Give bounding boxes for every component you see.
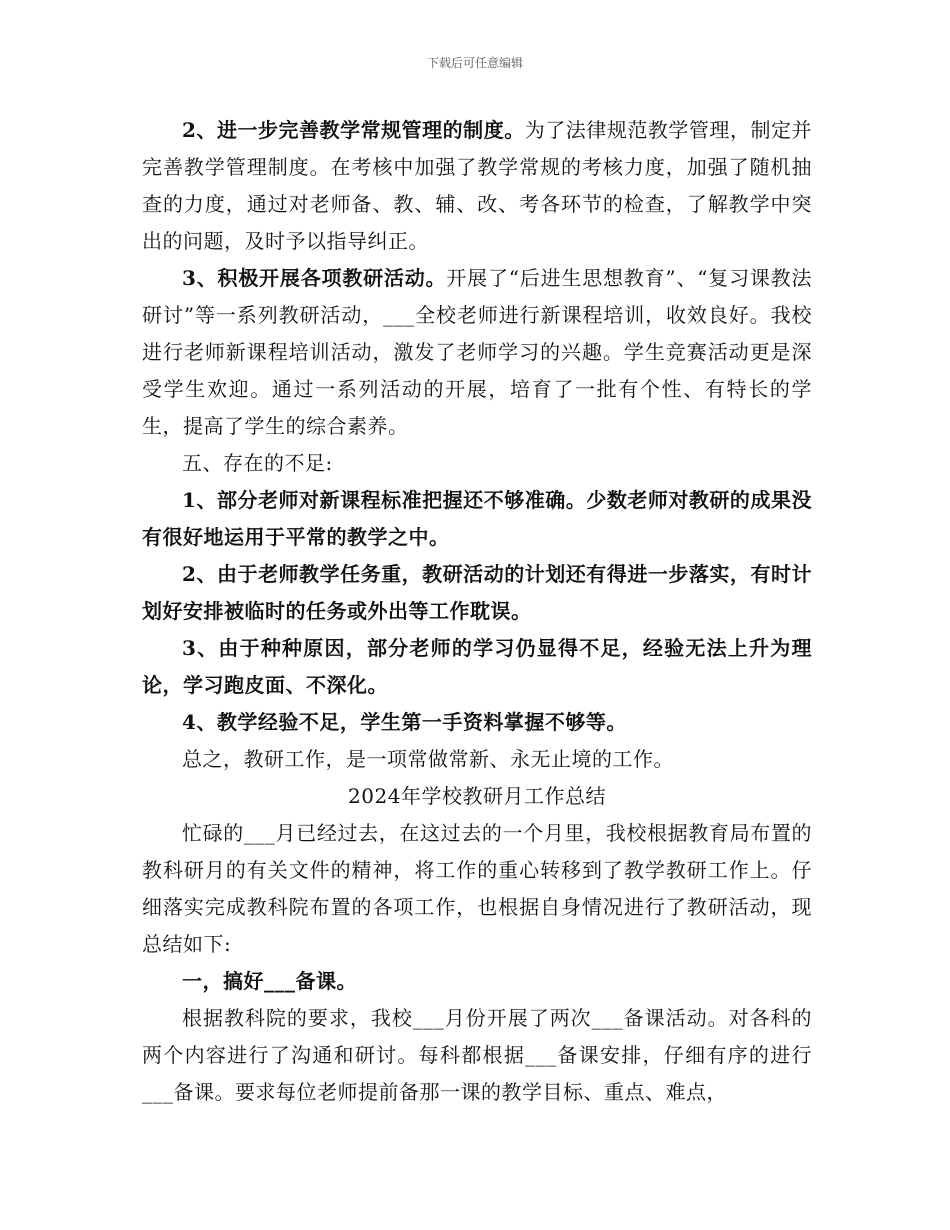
paragraph-2-body: 为了法律规范教学管理，制定并完善教学管理制度。在考核中加强了教学常规的考核力度，加强了随机抽查的力度，通过对老师备、教、辅、改、考各环节的检查，了解教学中突出的问题，及时予以指导纠正。 (142, 118, 813, 253)
paragraph-2-title: 2、进一步完善教学常规管理的制度。 (182, 118, 525, 142)
section-heading-1: 一，搞好___备课。 (182, 969, 357, 993)
paragraph-3 (142, 260, 812, 445)
conclusion: 总之，教研工作，是一项常做常新、永无止境的工作。 (182, 747, 674, 771)
page-header-note: 下载后可任意编辑 (426, 56, 523, 70)
paragraph-3-title: 3、积极开展各项教研活动。 (182, 266, 447, 290)
shortcoming-item-3: 3、由于种种原因，部分老师的学习仍显得不足，经验无法上升为理论，学习跑皮面、不深化。 (142, 636, 812, 697)
section-1-body: 根据教科院的要求，我校___月份开展了两次___备课活动。对各科的两个内容进行了沟通和研讨。每科都根据___备课安排，仔细有序的进行___备课。要求每位老师提前备那一课的教学目标、重点、难点， (142, 1006, 812, 1104)
document-body (142, 112, 812, 1111)
shortcoming-item-4: 4、教学经验不足，学生第一手资料掌握不够等。 (182, 710, 627, 734)
paragraph-3-body: 开展了“后进生思想教育”、“复习课教法研讨”等一系列教研活动，___全校老师进行新课程培训，收效良好。我校进行老师新课程培训活动，激发了老师学习的兴趣。学生竞赛活动更是深受学生欢迎。通过一系列活动的开展，培育了一批有个性、有特长的学生，提高了学生的综合素养。 (142, 266, 812, 438)
document-title: 2024年学校教研月工作总结 (348, 784, 606, 808)
shortcoming-item-1: 1、部分老师对新课程标准把握还不够准确。少数老师对教研的成果没有很好地运用于平常的教学之中。 (142, 488, 812, 549)
section-heading-shortcomings: 五、存在的不足: (182, 451, 333, 475)
intro-paragraph: 忙碌的___月已经过去，在这过去的一个月里，我校根据教育局布置的教科研月的有关文件的精神，将工作的重心转移到了教学教研工作上。仔细落实完成教科院布置的各项工作，也根据自身情况进行了教研活动，现总结如下: (142, 821, 812, 956)
paragraph-2 (142, 112, 812, 260)
shortcoming-item-2: 2、由于老师教学任务重，教研活动的计划还有得进一步落实，有时计划好安排被临时的任务或外出等工作耽误。 (142, 562, 812, 623)
